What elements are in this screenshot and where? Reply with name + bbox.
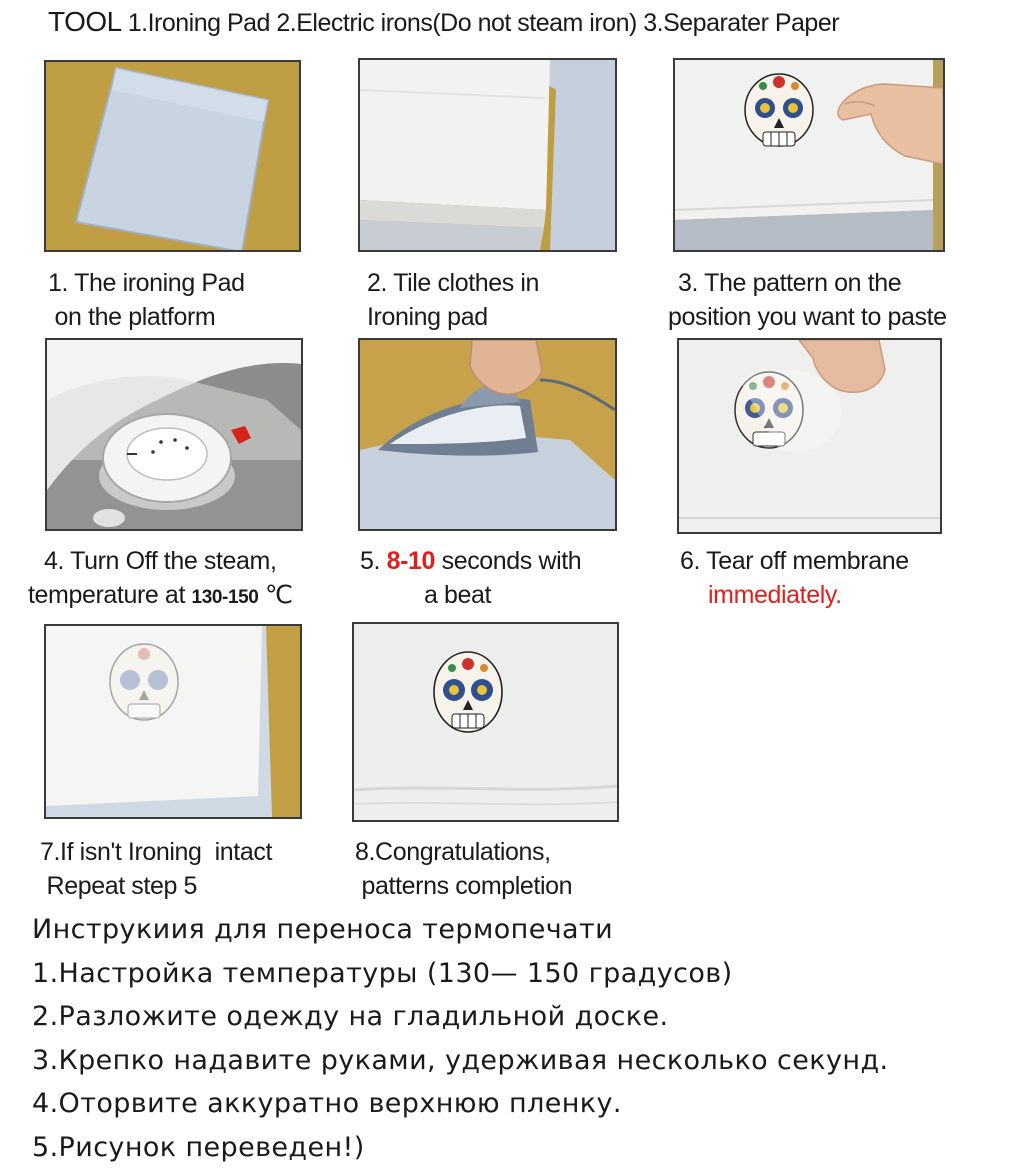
step-7-photo — [44, 624, 302, 819]
step-7-caption — [40, 835, 272, 903]
step-6-caption — [680, 544, 909, 612]
step-5-seconds-value: 8-10 — [386, 547, 436, 575]
step-8-photo — [352, 622, 619, 822]
russian-instructions — [32, 908, 889, 1169]
step-1-caption — [48, 266, 245, 334]
ru-instructions-title: Инструкиия для переноса термопечати — [32, 914, 614, 945]
step-4-temp-unit: ℃ — [258, 581, 293, 609]
step-7-line-1: 7.If isn't Ironing intact — [40, 838, 272, 866]
sugar-skull-icon — [745, 74, 813, 146]
step-4-temp-label: temperature at — [28, 581, 192, 609]
step-4-photo — [45, 338, 303, 531]
step-2-line-2: Ironing pad — [367, 303, 488, 331]
step-5-photo — [358, 338, 617, 531]
step-1-line-2: on the platform — [48, 303, 216, 331]
step-3-caption — [668, 266, 947, 334]
step-5-suffix: seconds with — [435, 547, 582, 575]
step-8-line-1: 8.Congratulations, — [355, 838, 551, 866]
step-7-line-2: Repeat step 5 — [40, 872, 198, 900]
ru-step-5: 5.Рисунок переведен!) — [32, 1131, 365, 1163]
ru-step-4: 4.Оторвите аккуратно верхнюю пленку. — [32, 1088, 622, 1119]
tools-header — [48, 6, 839, 38]
step-6-line-2: immediately. — [708, 581, 842, 609]
step-2-line-1: 2. Tile clothes in — [367, 269, 540, 297]
step-2-caption — [367, 266, 539, 334]
sugar-skull-icon — [110, 644, 178, 720]
step-1-photo — [44, 60, 301, 252]
step-3-line-1: 3. The pattern on the — [678, 269, 902, 297]
step-8-caption — [355, 835, 572, 903]
step-4-temp-value: 130-150 — [191, 587, 259, 608]
step-4-line-1: 4. Turn Off the steam, — [44, 547, 277, 575]
step-3-photo — [673, 58, 945, 252]
step-6-photo — [677, 338, 942, 534]
step-5-line-2: a beat — [424, 581, 492, 609]
step-2-photo — [358, 58, 617, 252]
step-5-prefix: 5. — [360, 547, 387, 575]
temperature-dial-icon — [99, 414, 235, 510]
step-3-line-2: position you want to paste — [668, 303, 947, 331]
step-5-caption — [360, 544, 581, 612]
ru-step-3: 3.Крепко надавите руками, удерживая несколько секунд. — [32, 1044, 889, 1076]
sugar-skull-icon — [434, 652, 502, 732]
tool-label: TOOL — [48, 6, 122, 37]
ru-step-2: 2.Разложите одежду на гладильной доске. — [32, 1001, 669, 1032]
step-6-line-1: 6. Tear off membrane — [680, 547, 909, 575]
step-4-caption — [28, 544, 293, 615]
step-1-line-1: 1. The ironing Pad — [48, 269, 245, 297]
ru-step-1: 1.Настройка температуры (130— 150 градусов) — [32, 957, 733, 989]
step-4-line-2 — [28, 578, 293, 615]
step-8-line-2: patterns completion — [355, 872, 573, 900]
tool-items: 1.Ironing Pad 2.Electric irons(Do not steam iron) 3.Separater Paper — [127, 9, 840, 37]
step-5-line-1 — [360, 544, 581, 578]
